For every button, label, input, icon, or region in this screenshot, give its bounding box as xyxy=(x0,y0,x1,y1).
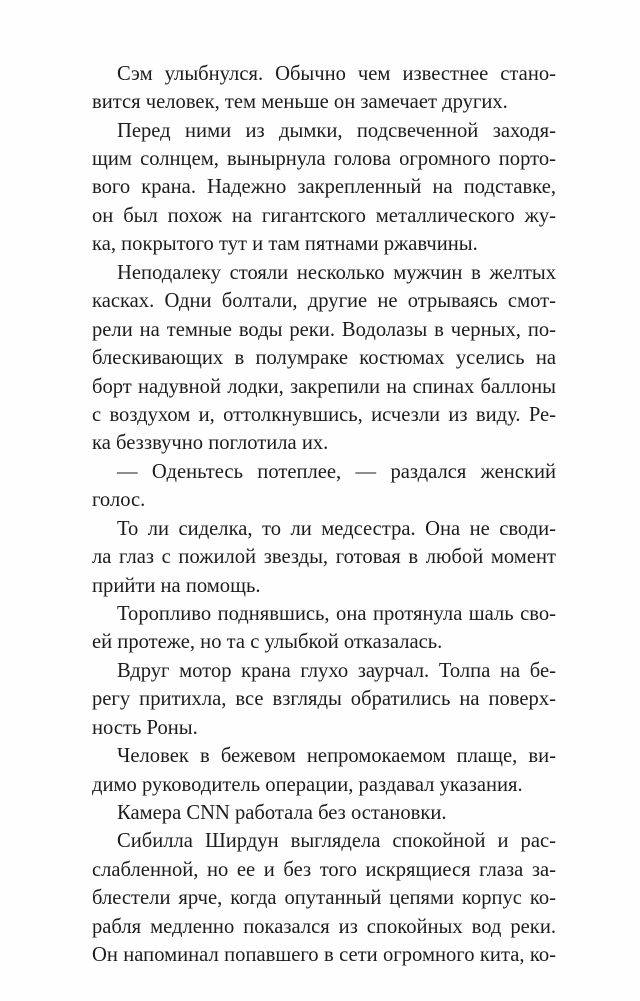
text-line: Неподалеку стояли несколько мужчин в желтых xyxy=(117,262,556,284)
text-line: — Оденьтесь потеплее, — раздался женский xyxy=(117,461,556,483)
text-line: он был похож на гигантского металлического жу- xyxy=(92,205,556,227)
text-line: борт надувной лодки, закрепили на спинах баллоны xyxy=(92,376,556,398)
text-line: рели на темные воды реки. Водолазы в черных, по- xyxy=(92,319,556,341)
text-line: димо руководитель операции, раздавал указания. xyxy=(92,774,523,796)
text-line: рабля медленно показался из спокойных вод реки. xyxy=(92,916,556,938)
text-line: Человек в бежевом непромокаемом плаще, ви- xyxy=(117,745,556,767)
text-line: голос. xyxy=(92,489,146,511)
text-line: вится человек, тем меньше он замечает других. xyxy=(92,91,508,113)
text-line: Сибилла Ширдун выглядела спокойной и рас- xyxy=(117,830,556,852)
text-line: блестели ярче, когда опутанный цепями корпус ко- xyxy=(92,887,556,909)
text-line: ка беззвучно поглотила их. xyxy=(92,432,329,454)
text-line: вого крана. Надежно закрепленный на подставке, xyxy=(92,176,556,198)
text-line: регу притихла, все взгляды обратились на поверх- xyxy=(92,688,556,710)
text-line: Торопливо поднявшись, она протянула шаль сво- xyxy=(117,603,556,625)
text-line: с воздухом и, оттолкнувшись, исчезли из виду. Ре- xyxy=(92,404,556,426)
text-line: прийти на помощь. xyxy=(92,575,261,597)
text-line: Перед ними из дымки, подсвеченной заходя- xyxy=(117,120,556,142)
text-line: касках. Одни болтали, другие не отрываясь смот- xyxy=(92,290,556,312)
text-line: ла глаз с пожилой звезды, готовая в любой момент xyxy=(92,546,556,568)
text-line: Вдруг мотор крана глухо заурчал. Толпа на бе- xyxy=(117,660,556,682)
text-line: Он напоминал попавшего в сети огромного кита, ко- xyxy=(92,944,556,966)
text-line: То ли сиделка, то ли медсестра. Она не своди- xyxy=(117,518,556,540)
text-line: ей протеже, но та с улыбкой отказалась. xyxy=(92,631,443,653)
text-line: Камера CNN работала без остановки. xyxy=(117,802,447,824)
text-line: ка, покрытого тут и там пятнами ржавчины. xyxy=(92,233,478,255)
text-line: ность Роны. xyxy=(92,717,198,739)
text-line: слабленной, но ее и без того искрящиеся глаза за- xyxy=(92,859,556,881)
text-line: Сэм улыбнулся. Обычно чем известнее стано- xyxy=(117,63,556,85)
text-line: щим солнцем, вынырнула голова огромного порто- xyxy=(92,148,556,170)
text-line: блескивающих в полумраке костюмах уселись на xyxy=(92,347,556,369)
